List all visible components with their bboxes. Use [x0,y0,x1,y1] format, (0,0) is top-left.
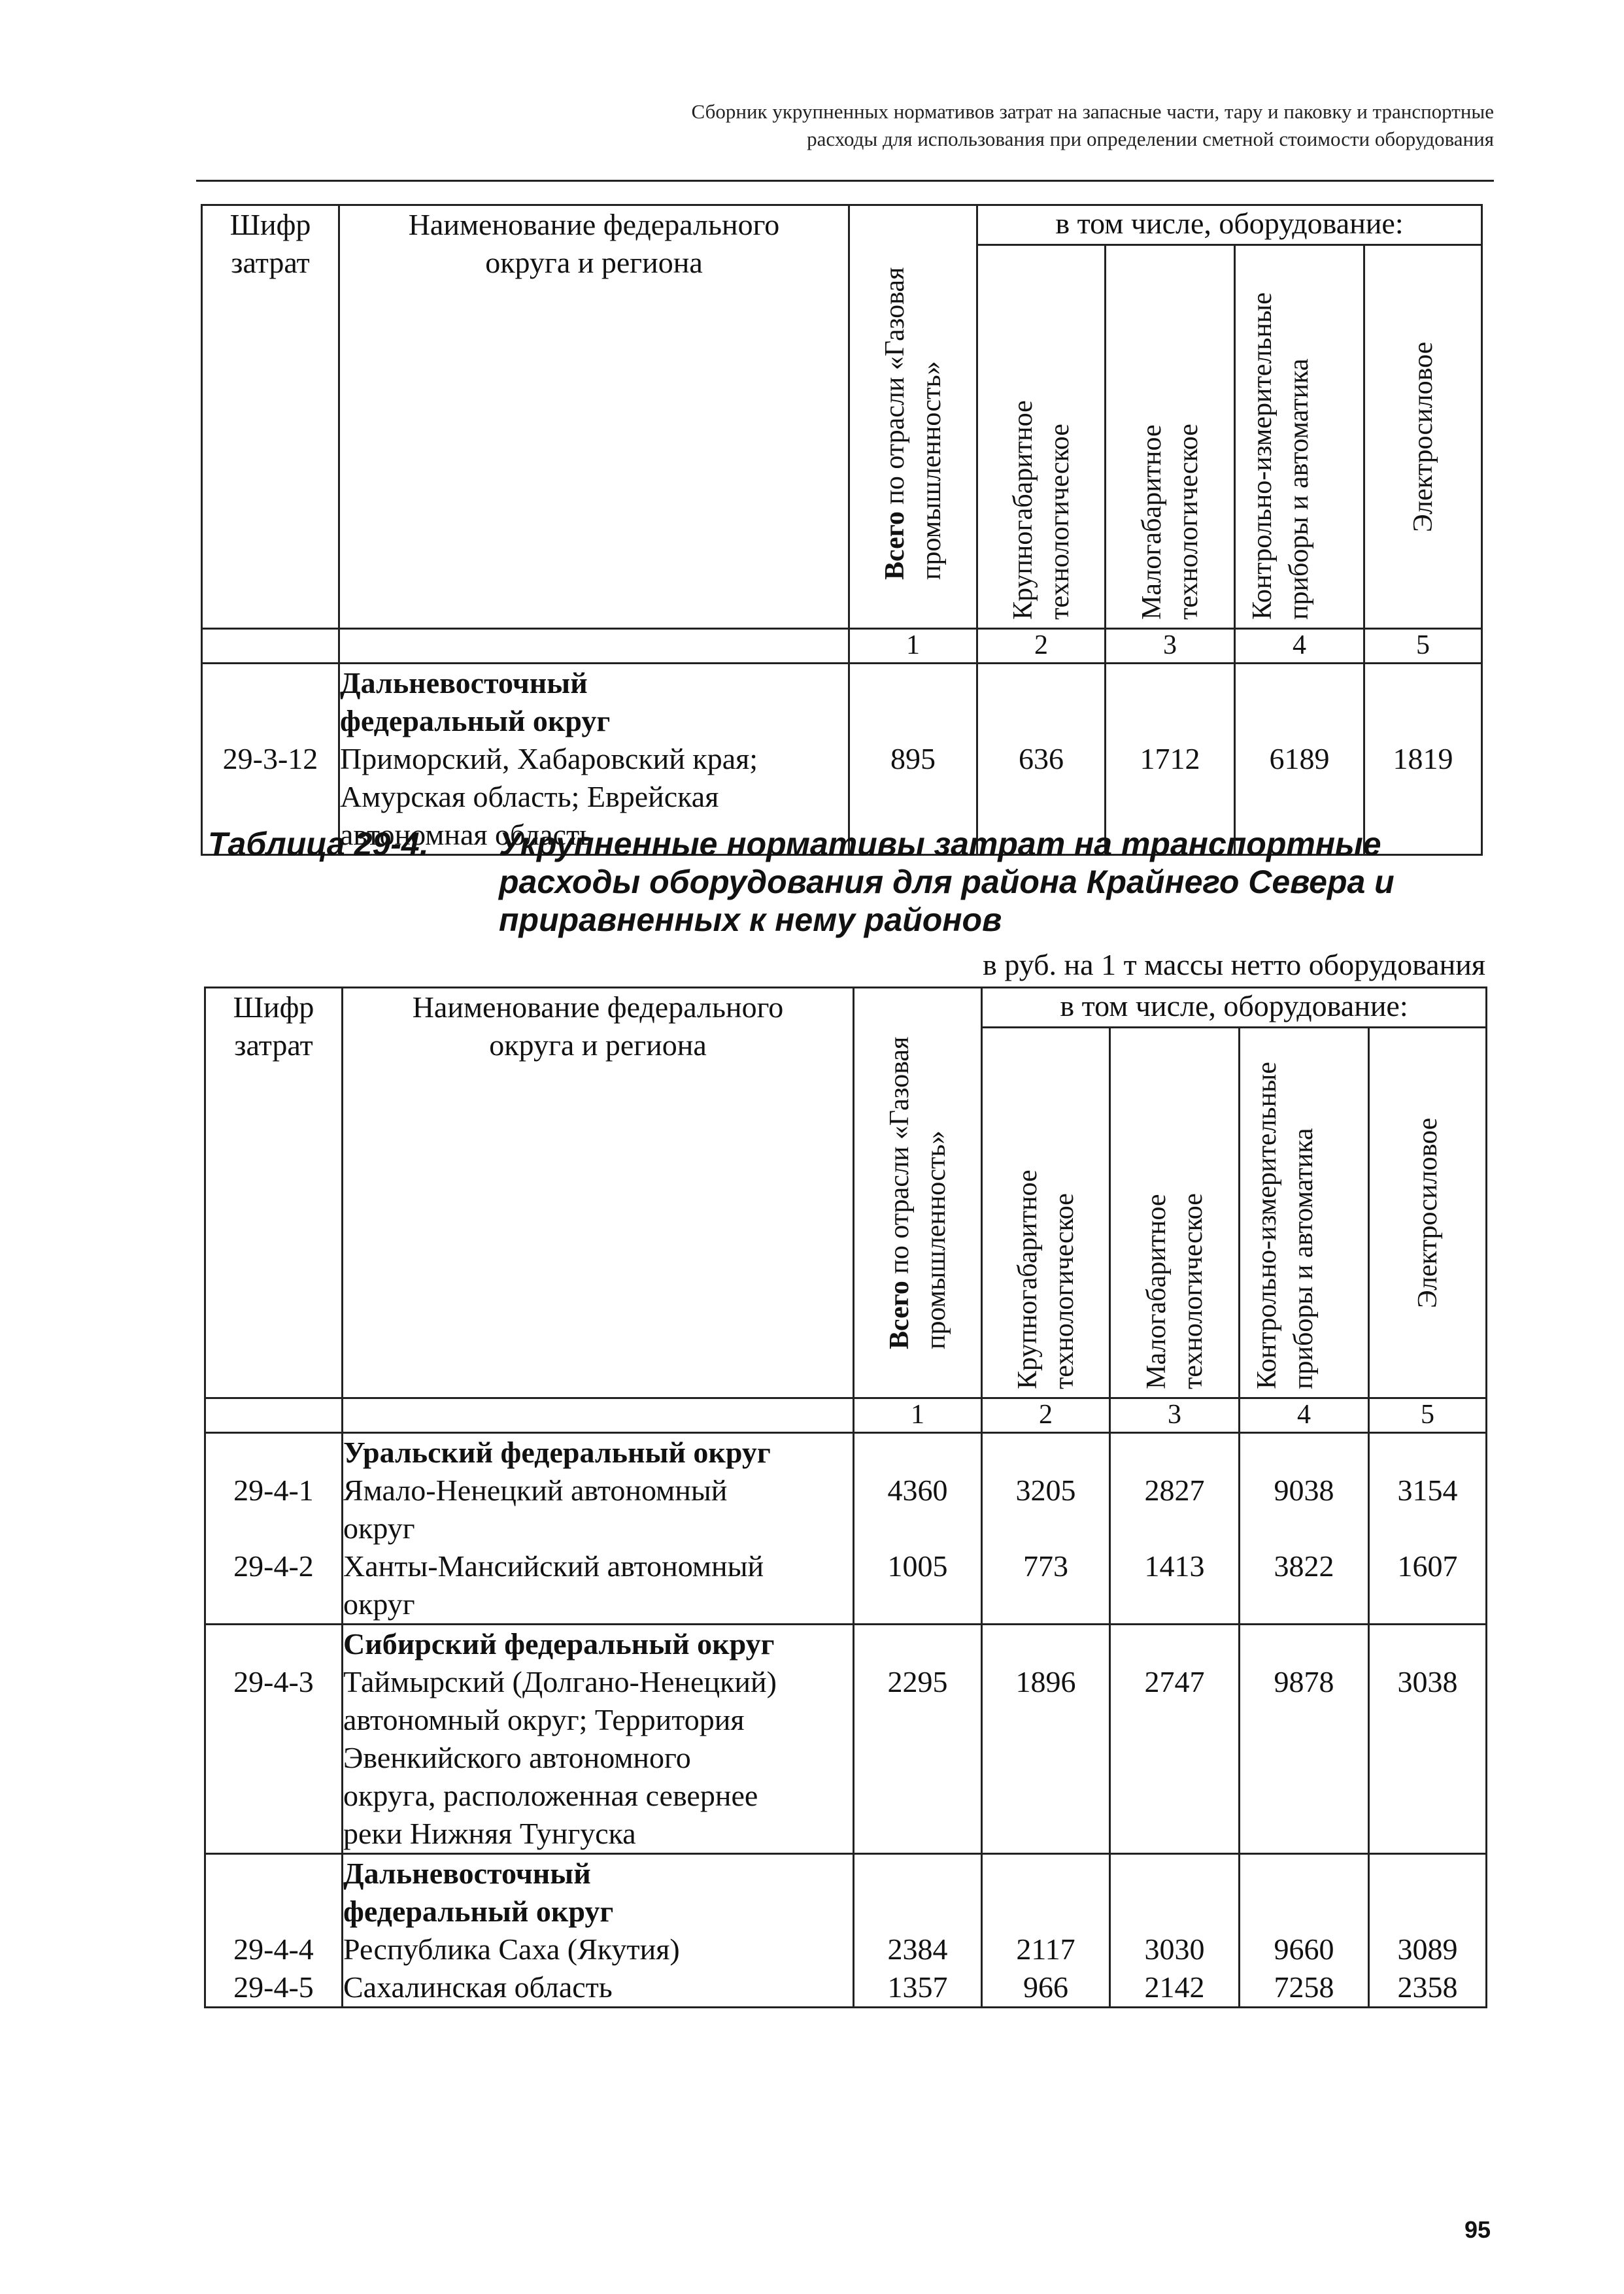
row-value: 636 [977,664,1106,855]
column-header-name: Наименование федерального округа и региона [343,988,854,1398]
page-number: 95 [1464,2216,1491,2243]
running-header-line-2: расходы для использования при определении сметной стоимости оборудования [807,127,1494,150]
column-header-large-equipment: Крупногабаритное технологическое [982,1028,1110,1398]
table-29-3-continuation [201,204,1483,856]
row-code: 29-4-4 29-4-5 [205,1854,343,2008]
row-value: 6189 [1235,664,1364,855]
row-code: 29-4-3 [205,1625,343,1854]
column-header-small-equipment: Малогабаритное технологическое [1106,245,1235,629]
row-value: 1819 [1364,664,1482,855]
row-value: 4360 1005 [854,1433,982,1625]
column-header-small-equipment: Малогабаритное технологическое [1110,1028,1240,1398]
column-header-group: в том числе, оборудование: [982,988,1487,1028]
row-name: Уральский федеральный округ Ямало-Ненецкий автономный округ Ханты-Мансийский автономный округ [343,1433,854,1625]
column-header-code: Шифр затрат [205,988,343,1398]
row-value: 1712 [1106,664,1235,855]
row-value: 3154 1607 [1369,1433,1487,1625]
row-value: 3038 [1369,1625,1487,1854]
column-number-row: 1 2 3 4 5 [202,629,1482,664]
column-header-instruments: Контрольно-измерительные приборы и автоматика [1240,1028,1369,1398]
row-value: 2295 [854,1625,982,1854]
running-header-line-1: Сборник укрупненных нормативов затрат на запасные части, тару и паковку и транспортные [691,100,1494,123]
row-value: 1896 [982,1625,1110,1854]
table-row-group-siberia [205,1625,1487,1854]
table-row-group-far-east [205,1854,1487,2008]
row-value: 3089 2358 [1369,1854,1487,2008]
row-value: 3205 773 [982,1433,1110,1625]
running-header [196,98,1494,153]
table-caption-label: Таблица 29-4. [208,826,429,862]
table-29-4 [204,987,1487,2008]
header-rule [196,180,1494,182]
column-header-code: Шифр затрат [202,205,339,629]
row-name: Дальневосточный федеральный округ Республика Саха (Якутия) Сахалинская область [343,1854,854,2008]
row-value: 2117 966 [982,1854,1110,2008]
row-value: 2384 1357 [854,1854,982,2008]
column-header-electrical: Электросиловое [1364,245,1482,629]
row-value: 9038 3822 [1240,1433,1369,1625]
column-header-electrical: Электросиловое [1369,1028,1487,1398]
column-header-group: в том числе, оборудование: [977,205,1482,245]
row-value: 895 [849,664,977,855]
column-number-row: 1 2 3 4 5 [205,1398,1487,1433]
column-header-total: Всего по отрасли «Газовая промышленность» [849,205,977,629]
row-value: 9660 7258 [1240,1854,1369,2008]
column-header-total: Всего по отрасли «Газовая промышленность» [854,988,982,1398]
row-code: 29-3-12 [202,664,339,855]
column-header-instruments: Контрольно-измерительные приборы и автоматика [1235,245,1364,629]
table-row-group-ural [205,1433,1487,1625]
row-value: 3030 2142 [1110,1854,1240,2008]
row-value: 2827 1413 [1110,1433,1240,1625]
row-name: Сибирский федеральный округ Таймырский (Долгано-Ненецкий) автономный округ; Территория Эвенкийского автономного округа, расположенная севернее реки Нижняя Тунгуска [343,1625,854,1854]
row-value: 9878 [1240,1625,1369,1854]
table-caption-title: Укрупненные нормативы затрат на транспортные расходы оборудования для района Крайнего Севера и приравненных к нему районов [499,826,1395,938]
row-code: 29-4-1 29-4-2 [205,1433,343,1625]
row-value: 2747 [1110,1625,1240,1854]
units-note: в руб. на 1 т массы нетто оборудования [983,948,1485,981]
column-header-large-equipment: Крупногабаритное технологическое [977,245,1106,629]
column-header-name: Наименование федерального округа и региона [339,205,849,629]
row-name: Дальневосточный федеральный округ Приморский, Хабаровский края; Амурская область; Еврейская автономная область [339,664,849,855]
